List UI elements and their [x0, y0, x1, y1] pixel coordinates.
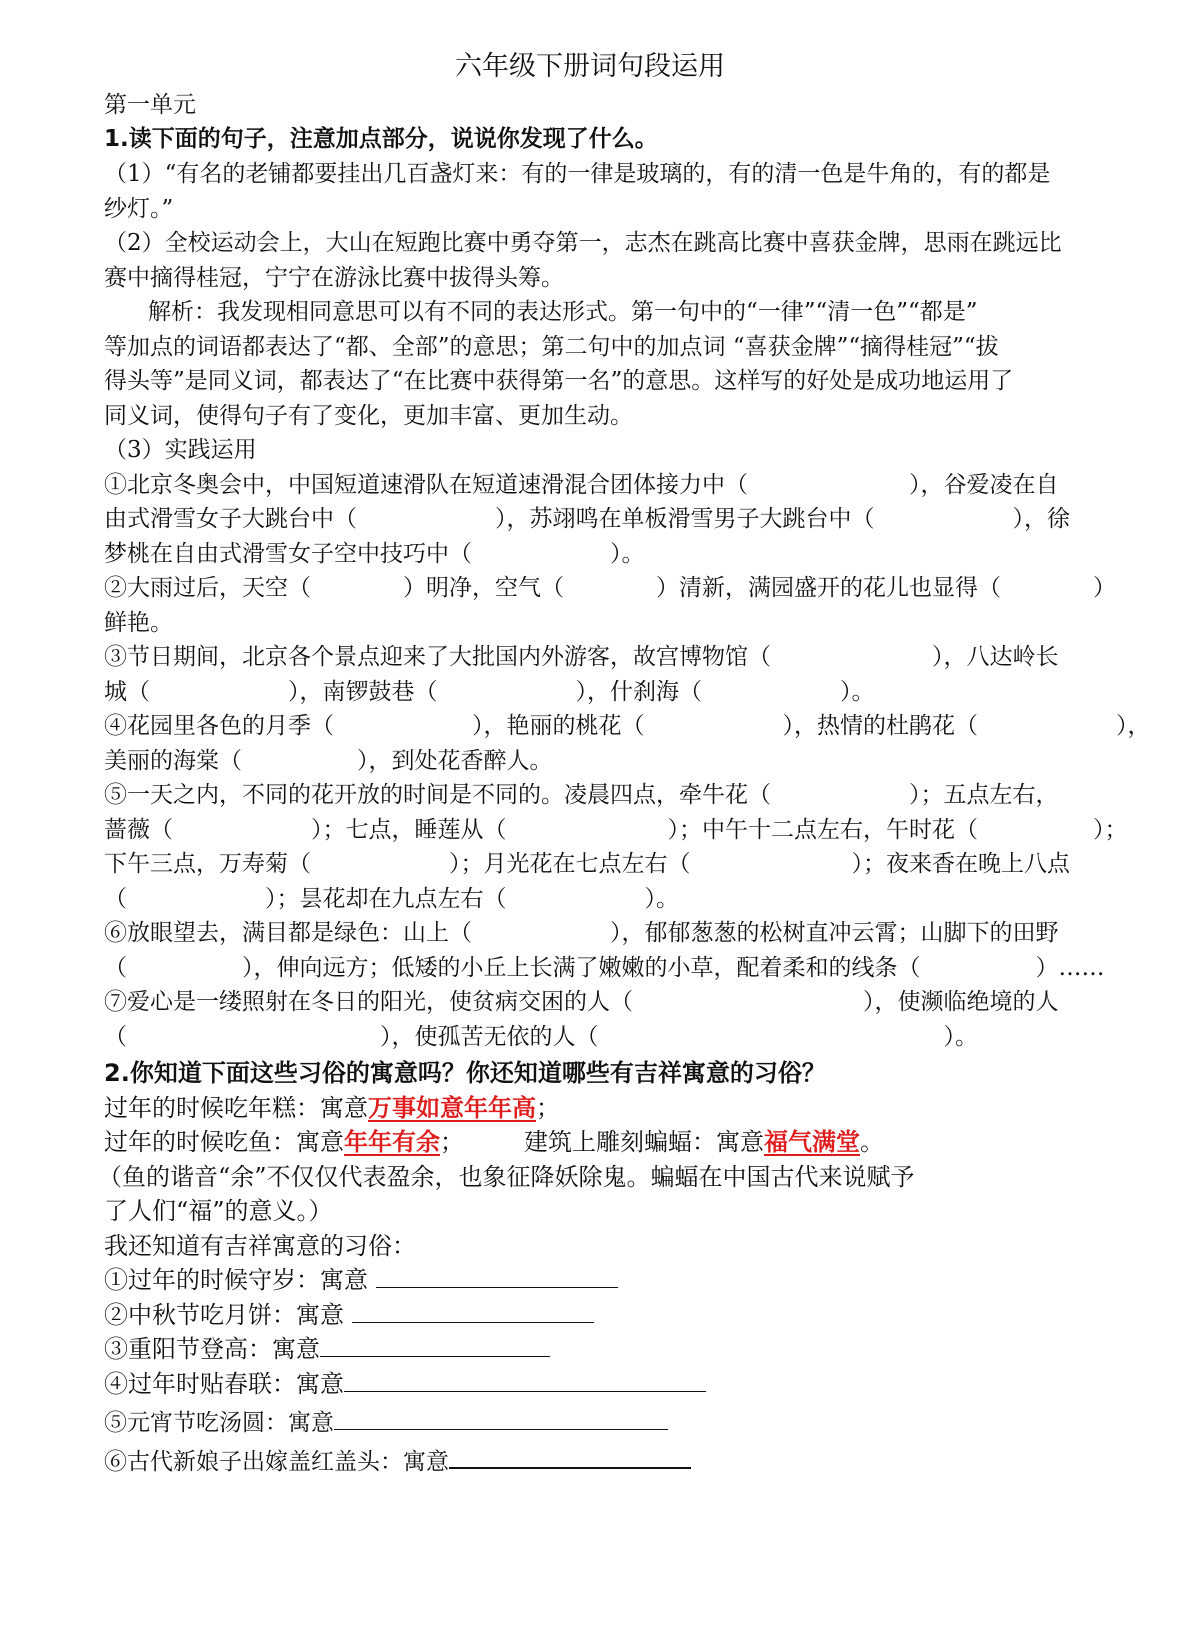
- custom-1-punct: ；: [536, 1094, 560, 1122]
- custom-fill-4-label: ④过年时贴春联：寓意: [104, 1370, 344, 1398]
- custom-2-text: 过年的时候吃鱼：寓意: [104, 1128, 344, 1156]
- analysis-line-2: 等加点的词语都表达了“都、全部”的意思；第二句中的加点词 “喜获金牌”“摘得桂冠”“拔: [104, 334, 999, 360]
- custom-fill-5: [104, 1407, 1094, 1438]
- custom-1-answer: 万事如意年年高: [368, 1093, 536, 1122]
- custom-1-text: 过年的时候吃年糕：寓意: [104, 1094, 368, 1122]
- practice-1-line-1: ①北京冬奥会中，中国短道速滑队在短道速滑混合团体接力中（ ），谷爱凌在自: [104, 472, 1059, 498]
- note-line-2: 了人们“福”的意义。）: [104, 1197, 333, 1225]
- sentence-1-line-1: （1）“有名的老铺都要挂出几百盏灯来：有的一律是玻璃的，有的清一色是牛角的，有的都是: [104, 161, 1051, 187]
- answer-blank-4[interactable]: [344, 1369, 706, 1392]
- custom-fill-1: [104, 1265, 1094, 1295]
- practice-5-line-2: 蔷薇（ ）；七点，睡莲从（ ）；中午十二点左右，午时花（ ）；: [104, 817, 1128, 843]
- custom-fill-3-label: ③重阳节登高：寓意: [104, 1335, 320, 1363]
- custom-3-answer: 福气满堂: [764, 1127, 860, 1156]
- practice-2-line-2: 鲜艳。: [104, 610, 173, 636]
- practice-6-line-1: ⑥放眼望去，满目都是绿色：山上（ ），郁郁葱葱的松树直冲云霄；山脚下的田野: [104, 920, 1059, 946]
- custom-line-2: [104, 1127, 1094, 1157]
- practice-3-line-2: 城（ ），南锣鼓巷（ ），什刹海（ ）。: [104, 679, 875, 705]
- practice-5-line-3: 下午三点，万寿菊（ ）；月光花在七点左右（ ）；夜来香在晚上八点: [104, 851, 1070, 877]
- answer-blank-2[interactable]: [352, 1300, 594, 1323]
- analysis-line-4: 同义词，使得句子有了变化，更加丰富、更加生动。: [104, 403, 633, 429]
- custom-fill-1-label: ①过年的时候守岁：寓意: [104, 1266, 376, 1294]
- practice-5-line-1: ⑤一天之内，不同的花开放的时间是不同的。凌晨四点，牵牛花（ ）；五点左右，: [104, 782, 1059, 808]
- analysis-line-3: 得头等”是同义词，都表达了“在比赛中获得第一名”的意思。这样写的好处是成功地运用了: [104, 368, 1014, 394]
- custom-fill-5-label: ⑤元宵节吃汤圆：寓意: [104, 1410, 334, 1436]
- q1-heading: 1.读下面的句子，注意加点部分，说说你发现了什么。: [104, 126, 658, 152]
- sentence-1-line-2: 纱灯。”: [104, 196, 174, 222]
- custom-fill-3: [104, 1334, 1094, 1364]
- custom-fill-4: [104, 1369, 1094, 1399]
- practice-4-line-1: ④花园里各色的月季（ ），艳丽的桃花（ ），热情的杜鹃花（ ），: [104, 713, 1151, 739]
- q2-heading: 2.你知道下面这些习俗的寓意吗？你还知道哪些有吉祥寓意的习俗？: [104, 1059, 826, 1087]
- sentence-2-line-2: 赛中摘得桂冠，宁宁在游泳比赛中拔得头筹。: [104, 265, 564, 291]
- note-line-1: （鱼的谐音“余”不仅仅代表盈余，也象征降妖除鬼。蝙蝠在中国古代来说赋予: [98, 1163, 915, 1191]
- sentence-2-line-1: （2）全校运动会上，大山在短跑比赛中勇夺第一，志杰在跳高比赛中喜获金牌，思雨在跳远比: [104, 230, 1062, 256]
- custom-fill-6: [104, 1445, 1094, 1477]
- practice-6-line-2: （ ），伸向远方；低矮的小丘上长满了嫩嫩的小草，配着柔和的线条（ ）……: [104, 955, 1105, 981]
- practice-5-line-4: （ ）；昙花却在九点左右（ ）。: [104, 886, 679, 912]
- custom-2-answer: 年年有余: [344, 1127, 440, 1156]
- custom-3-text: ； 建筑上雕刻蝙蝠：寓意: [440, 1128, 764, 1156]
- practice-heading: （3）实践运用: [104, 437, 257, 463]
- unit-heading: 第一单元: [104, 92, 196, 118]
- custom-line-1: [104, 1093, 1094, 1123]
- practice-2-line-1: ②大雨过后，天空（ ）明净，空气（ ）清新，满园盛开的花儿也显得（ ）: [104, 575, 1116, 601]
- custom-fill-2: [104, 1300, 1094, 1330]
- practice-3-line-1: ③节日期间，北京各个景点迎来了大批国内外游客，故宫博物馆（ ），八达岭长: [104, 644, 1059, 670]
- practice-7-line-2: （ ），使孤苦无依的人（ ）。: [104, 1024, 978, 1050]
- page-title: 六年级下册词句段运用: [455, 51, 725, 82]
- practice-4-line-2: 美丽的海棠（ ），到处花香醉人。: [104, 748, 553, 774]
- custom-fill-2-label: ②中秋节吃月饼：寓意: [104, 1301, 352, 1329]
- answer-blank-5[interactable]: [334, 1407, 668, 1430]
- practice-7-line-1: ⑦爱心是一缕照射在冬日的阳光，使贫病交困的人（ ），使濒临绝境的人: [104, 989, 1059, 1015]
- analysis-line-1: 解析：我发现相同意思可以有不同的表达形式。第一句中的“一律”“清一色”“都是”: [148, 299, 978, 325]
- custom-fill-6-label: ⑥古代新娘子出嫁盖红盖头：寓意: [104, 1449, 449, 1475]
- custom-3-punct: 。: [860, 1128, 884, 1156]
- know-heading: 我还知道有吉祥寓意的习俗：: [104, 1232, 416, 1260]
- answer-blank-3[interactable]: [320, 1334, 550, 1357]
- practice-1-line-3: 梦桃在自由式滑雪女子空中技巧中（ ）。: [104, 541, 645, 567]
- answer-blank-1[interactable]: [376, 1265, 618, 1288]
- answer-blank-6[interactable]: [449, 1445, 691, 1469]
- practice-1-line-2: 由式滑雪女子大跳台中（ ），苏翊鸣在单板滑雪男子大跳台中（ ），徐: [104, 506, 1070, 532]
